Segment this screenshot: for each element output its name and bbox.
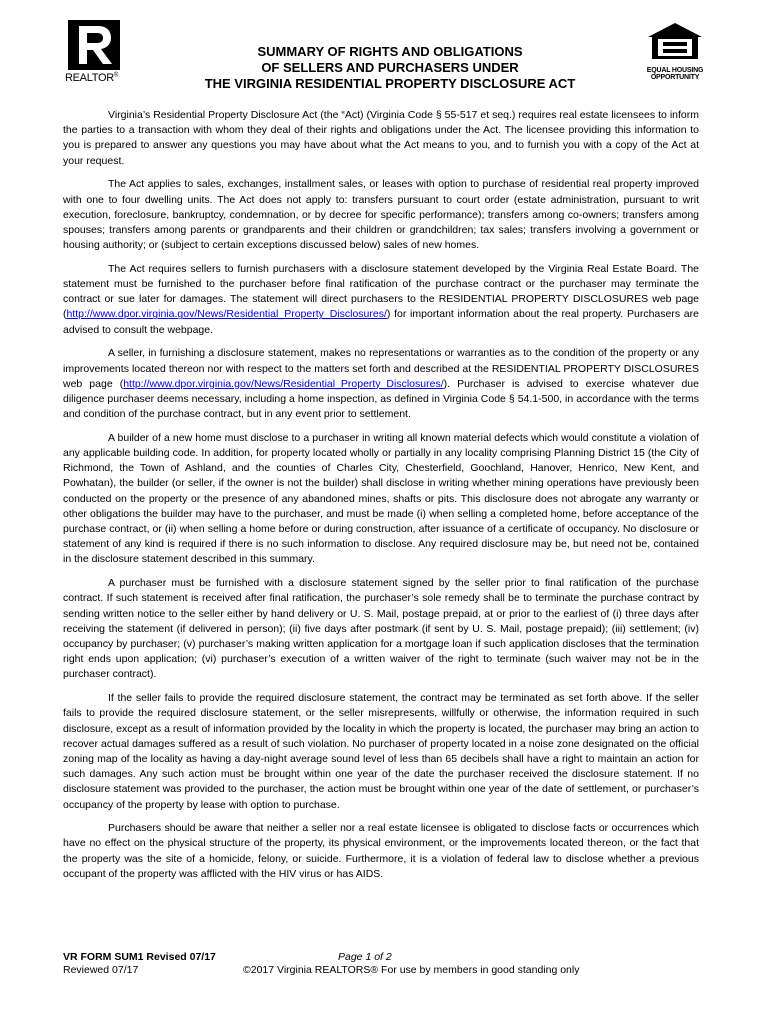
- paragraph-seller-failure: If the seller fails to provide the required disclosure statement, the contract may be terminated as set forth above. If the seller fails to provide the required disclosure statement, or the seller misrepresents, willfully or otherwise, the information required in such disclosure, except as a result of information provided by the locality in which the property is located, the purchaser may bring an action to recover actual damages suffered as a result of such violation. No purchaser of property located in a noise zone designated on the official zoning map of the locality as having a day-night average sound level of less than 65 decibels shall have a right to maintain an action for such damages. Any such action must be brought within one year of the date the purchaser received the disclosure statement. If no disclosure statement was provided to the purchaser, the action must be brought within one year of the date of settlement, or purchaser’s occupancy of the property by lease with option to purchase.: [63, 692, 699, 811]
- equal-housing-logo: [643, 22, 707, 81]
- equal-housing-caption: EQUAL HOUSING OPPORTUNITY: [646, 67, 704, 81]
- page-footer: [63, 951, 703, 977]
- title-line-1: SUMMARY OF RIGHTS AND OBLIGATIONS: [257, 44, 523, 59]
- paragraph-act-scope: The Act applies to sales, exchanges, installment sales, or leases with option to purchase of residential real property improved with one to four dwelling units. The Act does not apply to: transfers pursuant to court order (estate administration, pursuant to writ execution, foreclosure, bankruptcy, condemnation, or by decree for specific performance); transfers among co-owners; transfers among spouses; transfers among parents or grandparents and their children or grandchildren; tax sales; transfers involving a government or housing authority; or (subject to certain exceptions discussed below) sales of new homes.: [63, 178, 699, 252]
- paragraph-no-obligation: Purchasers should be aware that neither a seller nor a real estate licensee is obligated to disclose facts or occurrences which have no effect on the physical structure of the property, its physical environment, or the improvements located thereon, or the fact that the property was the site of a homicide, felony, or suicide. Furthermore, it is a violation of federal law to disclose whether a previous occupant of the property was afflicted with the HIV virus or has AIDS.: [63, 822, 699, 880]
- paragraph-disclosure-statement: The Act requires sellers to furnish purchasers with a disclosure statement developed by the Virginia Real Estate Board. The statement must be furnished to the purchaser before final ratification of the purchase contract or the purchaser may terminate the contract or sue later for damages. The statement will direct purchasers to the RESIDENTIAL PROPERTY DISCLOSURES web page (http://www.dpor.virginia.gov/News/Residential_Property_Disclosures/) for important information about the real property. Purchasers are advised to consult the webpage.: [63, 262, 699, 336]
- reviewed-date: Reviewed 07/17: [63, 964, 139, 976]
- page-number: Page 1 of 2: [338, 951, 392, 963]
- realtor-label: REALTOR®: [65, 72, 118, 84]
- copyright-notice: ©2017 Virginia REALTORS® For use by members in good standing only: [243, 964, 580, 976]
- realtor-r-icon: [68, 20, 120, 70]
- paragraph-act-overview: Virginia’s Residential Property Disclosure Act (the “Act) (Virginia Code § 55-517 et seq.) requires real estate licensees to inform the parties to a transaction with whom they deal of their rights and obligations under the Act. The licensee providing this information to you is prepared to answer any questions you may have about what the Act means to you, and to furnish you with a copy of the Act at your request.: [63, 109, 699, 167]
- realtor-logo: [65, 20, 127, 84]
- paragraph-builder-disclosure: A builder of a new home must disclose to a purchaser in writing all known material defects which would constitute a violation of any applicable building code. In addition, for property located wholly or partially in any locality comprising Planning District 15 (the City of Richmond, the Town of Ashland, and the counties of Charles City, Chesterfield, Goochland, Hanover, Henrico, New Kent, and Powhatan), the builder (or seller, if the owner is not the builder) shall disclose in writing whether mining operations have previously been conducted on the property or the presence of any abandoned mines, shafts or pits. This disclosure does not abrogate any warranty or other obligations the builder may have to the purchaser, and must be made (i) when selling a completed home, before acceptance of the purchase contract, or (ii) when selling a home before or during construction, after issuance of a certificate of occupancy. No disclosure or statement of any kind is required if there is no such information to disclose. Any required disclosure may be, but need not be, contained in the disclosure statement described in this summary.: [63, 431, 699, 566]
- disclosures-webpage-link[interactable]: http://www.dpor.virginia.gov/News/Residential_Property_Disclosures/: [123, 377, 444, 390]
- document-title: [150, 44, 630, 92]
- title-line-2: OF SELLERS AND PURCHASERS UNDER: [261, 60, 519, 75]
- paragraph-purchaser-termination: A purchaser must be furnished with a disclosure statement signed by the seller prior to final ratification of the purchase contract. If such statement is received after final ratification, the purchaser’s sole remedy shall be to terminate the purchase contract by sending written notice to the seller either by hand delivery or U. S. Mail, postage prepaid, at or prior to the earliest of (i) three days after receiving the statement (if delivered in person); (ii) five days after postmark (if sent by U. S. Mail, postage prepaid); (iii) settlement; (iv) occupancy by purchaser; (v) purchaser’s making written application for a mortgage loan if such application discloses that the termination right ends upon application; (vi) purchaser’s execution of a written waiver of the right to terminate (such waiver may not be in the purchaser contract).: [63, 577, 699, 681]
- form-id: VR FORM SUM1 Revised 07/17: [63, 951, 216, 963]
- equal-housing-house-icon: [646, 22, 704, 60]
- document-body: [63, 108, 699, 891]
- paragraph-no-warranties: A seller, in furnishing a disclosure statement, makes no representations or warranties as to the condition of the property or any improvements located thereon nor with respect to the matters set forth and described at the RESIDENTIAL PROPERTY DISCLOSURES web page (http://www.dpor.virginia.gov/News/Residential_Property_Disclosures/). Purchaser is advised to exercise whatever due diligence purchaser deems necessary, including a home inspection, as defined in Virginia Code § 54.1-500, in accordance with the terms and condition of the purchase contract, but in any event prior to settlement.: [63, 347, 699, 421]
- title-line-3: THE VIRGINIA RESIDENTIAL PROPERTY DISCLOSURE ACT: [204, 76, 576, 91]
- disclosures-webpage-link[interactable]: http://www.dpor.virginia.gov/News/Residential_Property_Disclosures/: [66, 308, 387, 321]
